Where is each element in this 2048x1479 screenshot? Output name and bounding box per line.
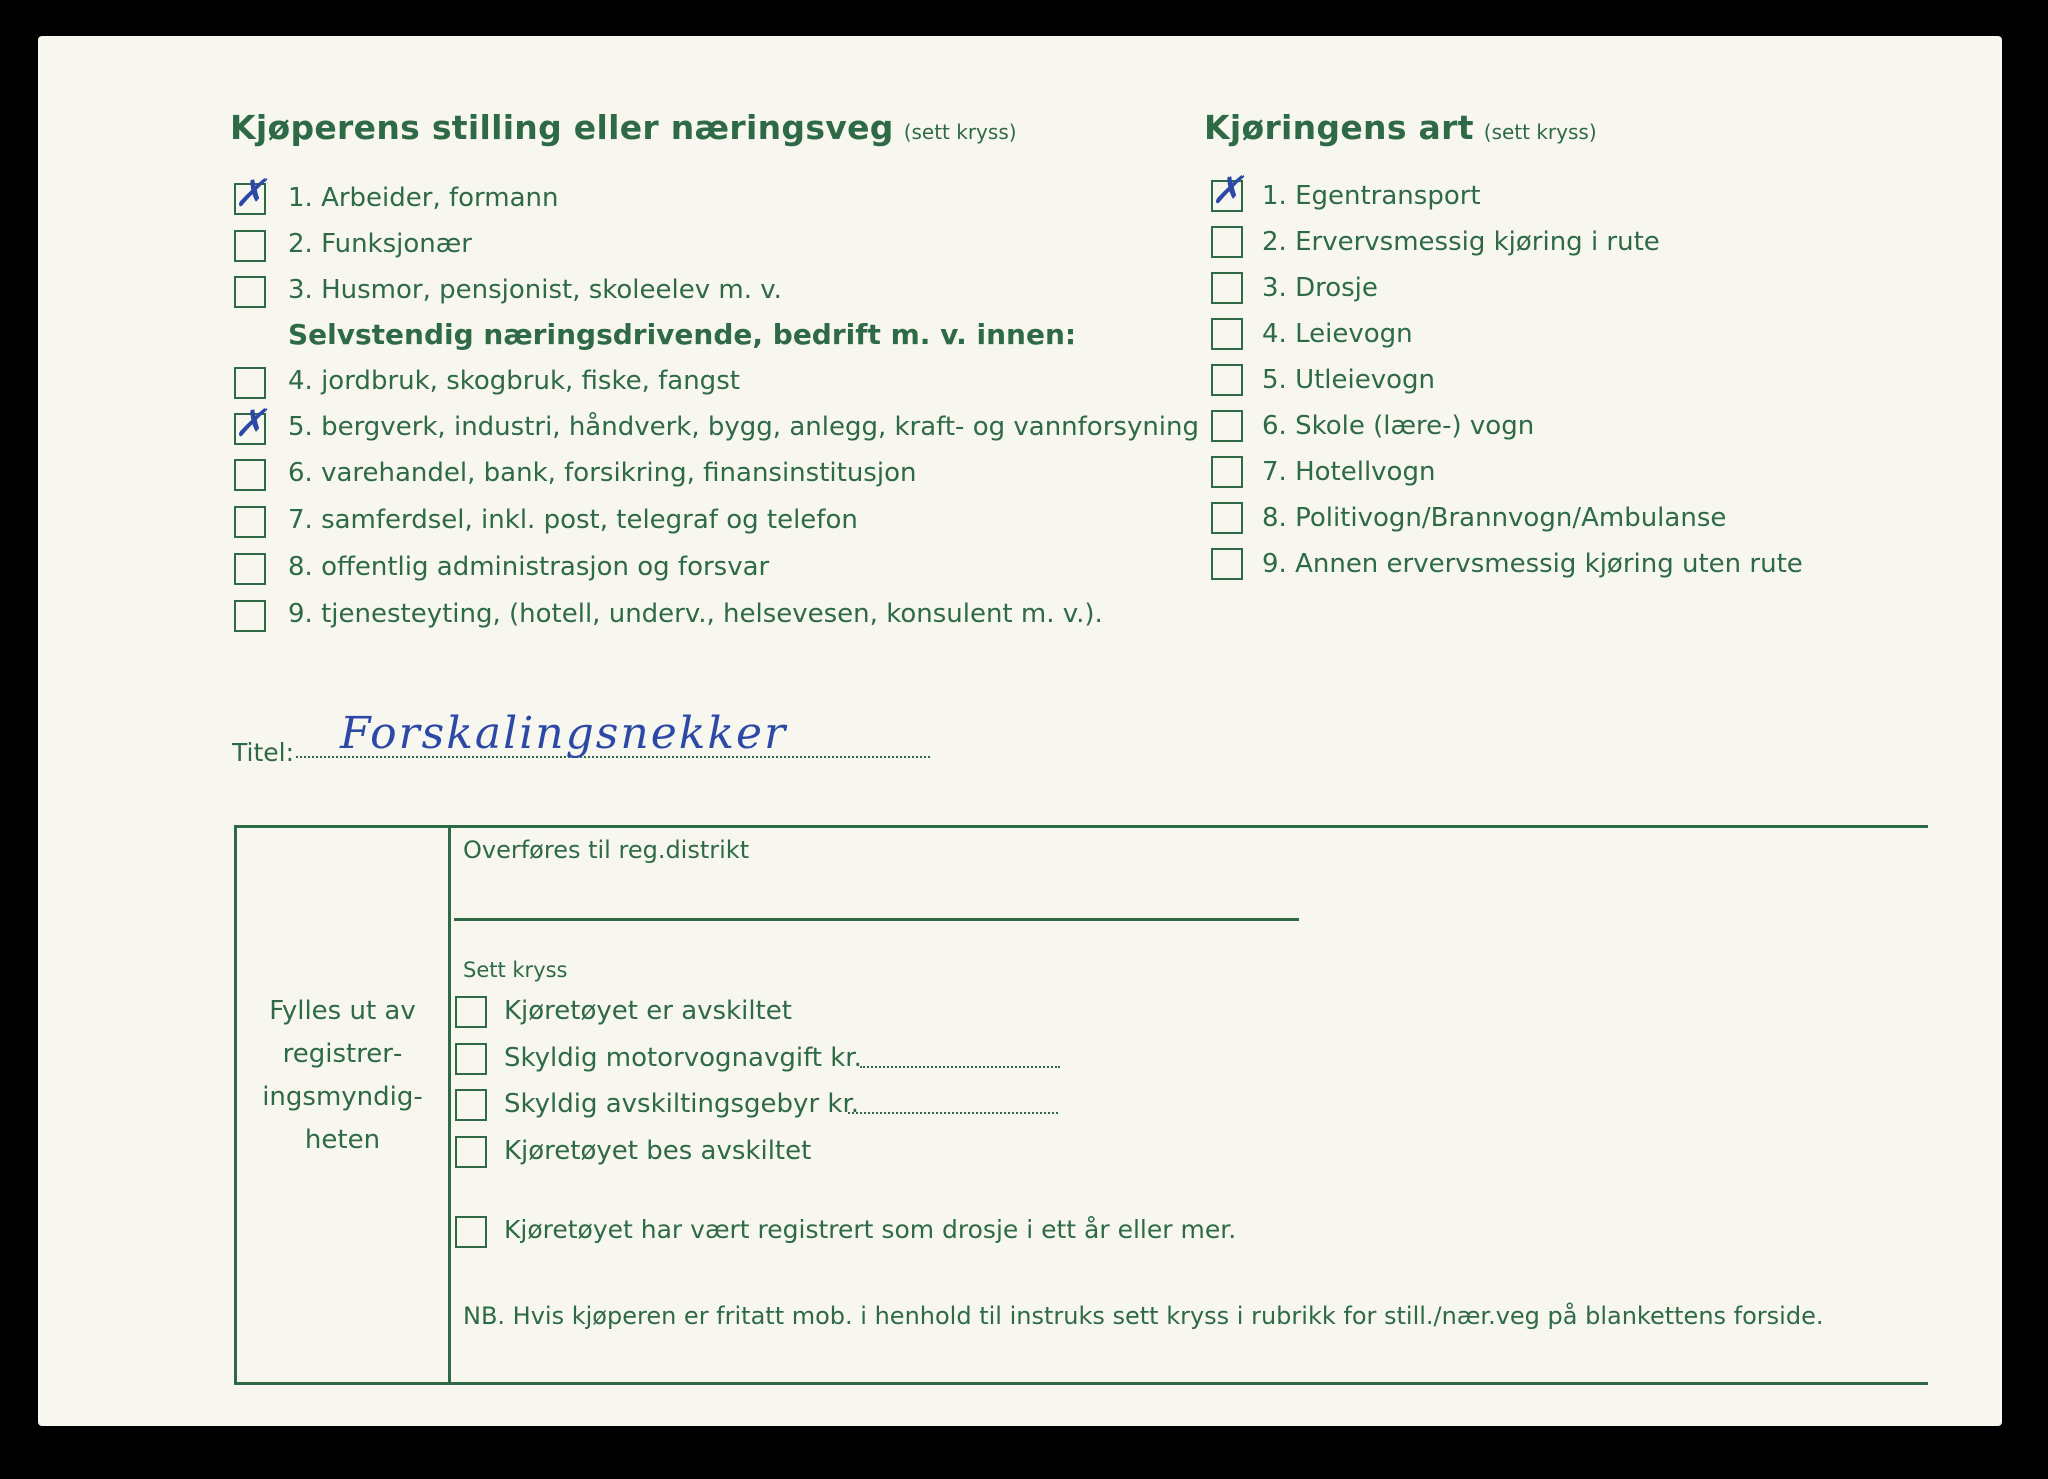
checkmark: ✗ xyxy=(1211,168,1243,212)
option-label: 8. offentlig administrasjon og forsvar xyxy=(288,552,770,582)
left-section-heading xyxy=(230,108,1017,147)
checkbox-egentransport[interactable] xyxy=(1211,168,1243,212)
checkbox-motorvognavgift[interactable] xyxy=(455,1043,487,1075)
checkmark: ✗ xyxy=(234,171,266,215)
option-label: 1. Egentransport xyxy=(1262,181,1481,211)
option-label: 4. jordbruk, skogbruk, fiske, fangst xyxy=(288,366,740,396)
option-label: 7. samferdsel, inkl. post, telegraf og telefon xyxy=(288,505,858,535)
checkmark: ✗ xyxy=(234,401,266,445)
title-field-value[interactable]: Forskalingsnekker xyxy=(340,708,788,759)
option-label: 6. varehandel, bank, forsikring, finansinstitusjon xyxy=(288,458,917,488)
transfer-label: Overføres til reg.distrikt xyxy=(463,836,750,864)
option-label: 8. Politivogn/Brannvogn/Ambulanse xyxy=(1262,503,1727,533)
checkbox-bes-avskiltet[interactable] xyxy=(455,1136,487,1168)
option-label: 4. Leievogn xyxy=(1262,319,1413,349)
option-label: 6. Skole (lære-) vogn xyxy=(1262,411,1535,441)
option-label: 2. Funksjonær xyxy=(288,229,472,259)
checkbox-husmor[interactable] xyxy=(234,276,266,308)
checkbox-offentlig[interactable] xyxy=(234,553,266,585)
checkbox-utleievogn[interactable] xyxy=(1211,364,1243,396)
checkbox-ervervsmessig-rute[interactable] xyxy=(1211,226,1243,258)
right-section-title: Kjøringens art xyxy=(1204,108,1474,147)
motorvognavgift-amount-line[interactable] xyxy=(860,1066,1060,1068)
checkbox-politivogn[interactable] xyxy=(1211,502,1243,534)
option-label: 5. Utleievogn xyxy=(1262,365,1436,395)
checkbox-avskiltingsgebyr[interactable] xyxy=(455,1089,487,1121)
box-bottom-border xyxy=(234,1382,1928,1385)
checkbox-tjenesteyting[interactable] xyxy=(234,600,266,632)
right-section-heading xyxy=(1204,108,1597,147)
box-divider xyxy=(448,825,451,1385)
left-section-title: Kjøperens stilling eller næringsveg xyxy=(230,108,894,147)
option-label: 3. Drosje xyxy=(1262,273,1378,303)
option-label: 2. Ervervsmessig kjøring i rute xyxy=(1262,227,1660,257)
checkbox-arbeider[interactable] xyxy=(234,171,266,215)
checkbox-leievogn[interactable] xyxy=(1211,318,1243,350)
checkbox-avskiltet[interactable] xyxy=(455,996,487,1028)
option-label: 1. Arbeider, formann xyxy=(288,183,559,213)
authority-note: NB. Hvis kjøperen er fritatt mob. i henhold til instruks sett kryss i rubrikk for still./nær.veg på blankettens forside. xyxy=(463,1302,1824,1330)
right-section-hint: (sett kryss) xyxy=(1483,120,1597,144)
option-label: 9. tjenesteyting, (hotell, underv., helsevesen, konsulent m. v.). xyxy=(288,599,1103,629)
authority-option: Skyldig motorvognavgift kr. xyxy=(504,1043,862,1073)
box-top-border xyxy=(234,825,1928,828)
checkbox-hotellvogn[interactable] xyxy=(1211,456,1243,488)
option-label: 3. Husmor, pensjonist, skoleelev m. v. xyxy=(288,275,782,305)
authority-label: Fylles ut av registreringsmyndigheten xyxy=(262,996,423,1155)
authority-option: Kjøretøyet bes avskiltet xyxy=(504,1136,812,1166)
drosje-option: Kjøretøyet har vært registrert som drosje i ett år eller mer. xyxy=(504,1215,1237,1244)
avskiltingsgebyr-amount-line[interactable] xyxy=(848,1112,1058,1114)
authority-option: Skyldig avskiltingsgebyr kr. xyxy=(504,1089,860,1119)
checkbox-funksjonaer[interactable] xyxy=(234,230,266,262)
checkbox-drosje[interactable] xyxy=(1211,272,1243,304)
checkbox-drosje-registrert[interactable] xyxy=(455,1216,487,1248)
checkbox-skolevogn[interactable] xyxy=(1211,410,1243,442)
title-field-label: Titel: xyxy=(232,738,294,767)
checkbox-samferdsel[interactable] xyxy=(234,506,266,538)
option-label: 9. Annen ervervsmessig kjøring uten rute xyxy=(1262,549,1803,579)
checkbox-varehandel[interactable] xyxy=(234,459,266,491)
left-section-hint: (sett kryss) xyxy=(903,120,1017,144)
authority-option: Kjøretøyet er avskiltet xyxy=(504,996,792,1026)
left-subheading: Selvstendig næringsdrivende, bedrift m. v. innen: xyxy=(288,318,1077,351)
checkbox-jordbruk[interactable] xyxy=(234,367,266,399)
checkbox-bergverk[interactable] xyxy=(234,401,266,445)
option-label: 5. bergverk, industri, håndverk, bygg, anlegg, kraft- og vannforsyning xyxy=(288,412,1200,442)
transfer-district-line[interactable] xyxy=(454,918,1299,921)
option-label: 7. Hotellvogn xyxy=(1262,457,1436,487)
authority-hint: Sett kryss xyxy=(463,958,568,982)
checkbox-annen-kjoring[interactable] xyxy=(1211,548,1243,580)
